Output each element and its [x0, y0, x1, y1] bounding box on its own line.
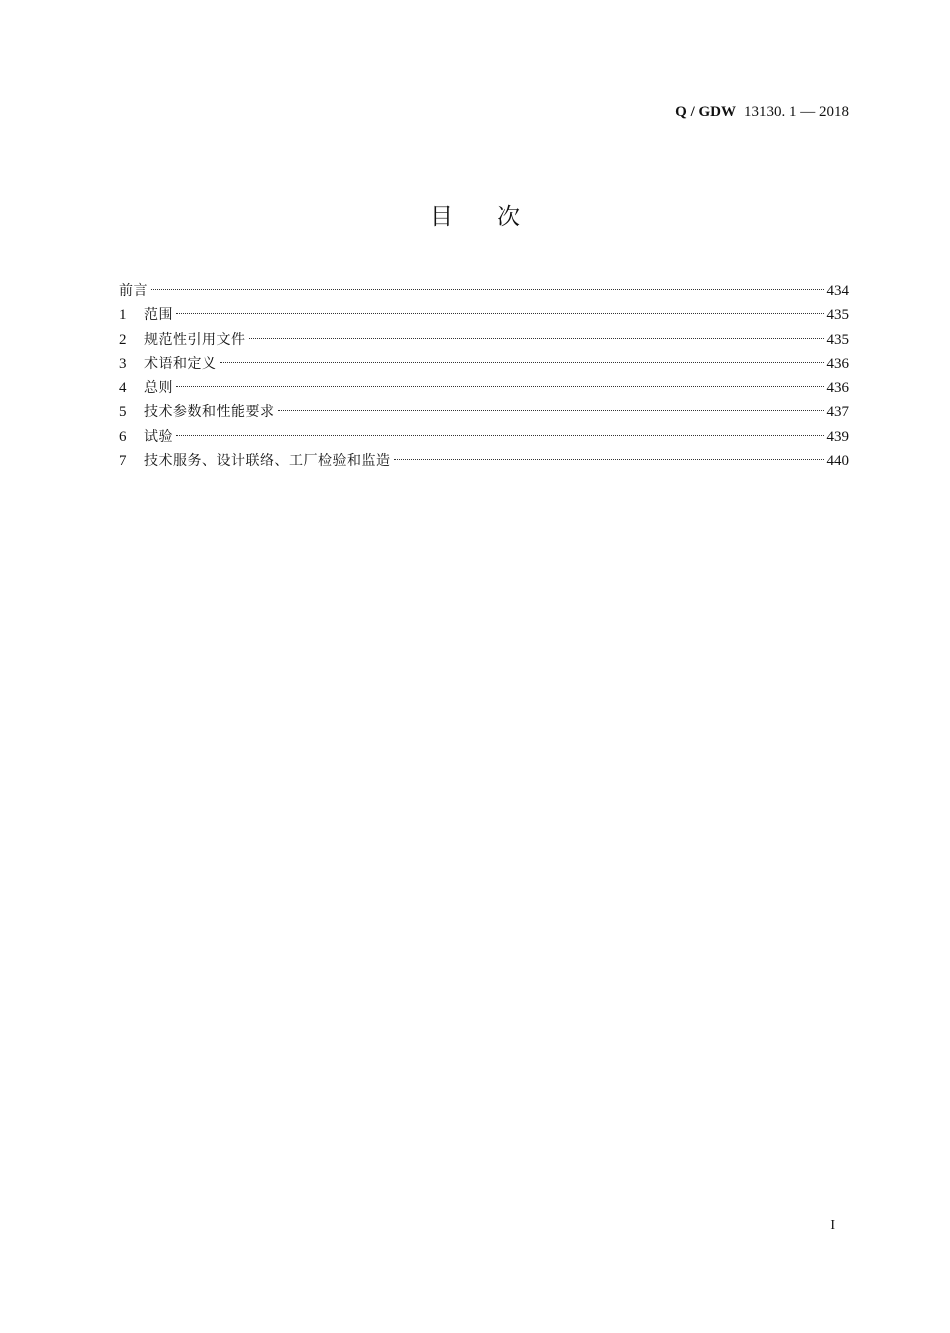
toc-section-number: 7: [119, 453, 127, 470]
toc-label: 术语和定义: [144, 355, 217, 372]
toc-page-number: 437: [826, 404, 849, 421]
toc-section-number: 2: [119, 331, 127, 348]
toc-entry-7[interactable]: [119, 449, 849, 473]
toc-label: 前言: [119, 283, 148, 299]
toc-entry-4[interactable]: [119, 376, 849, 400]
standard-prefix: Q / GDW: [675, 104, 736, 120]
toc-entry-foreword[interactable]: [119, 279, 849, 303]
toc-entry-1[interactable]: [119, 303, 849, 327]
toc-entry-2[interactable]: [119, 328, 849, 352]
toc-entry-5[interactable]: [119, 400, 849, 424]
toc-entry-6[interactable]: [119, 425, 849, 449]
title-char-1: 目: [430, 204, 453, 230]
toc-leader-dots: [176, 435, 824, 436]
standard-number: 13130. 1 — 2018: [744, 104, 849, 120]
toc-leader-dots: [394, 459, 824, 460]
toc-section-number: 4: [119, 380, 127, 397]
toc-leader-dots: [278, 410, 824, 411]
toc-page-number: 436: [826, 355, 849, 372]
standard-code: [675, 102, 849, 122]
toc-section-number: 5: [119, 404, 127, 421]
toc-section-number: 3: [119, 355, 127, 372]
toc-label: 总则: [144, 380, 173, 397]
toc-page-number: 436: [826, 380, 849, 397]
toc-label: 技术服务、设计联络、工厂检验和监造: [144, 453, 391, 470]
page-number-footer: I: [830, 1218, 835, 1233]
toc-page-number: 434: [826, 283, 849, 299]
toc-label: 技术参数和性能要求: [144, 404, 275, 421]
toc-section-number: 6: [119, 428, 127, 445]
toc-entry-3[interactable]: [119, 352, 849, 376]
toc-label: 试验: [144, 428, 173, 445]
toc-leader-dots: [249, 338, 824, 339]
toc-label: 规范性引用文件: [144, 331, 246, 348]
table-of-contents: [119, 279, 849, 473]
toc-leader-dots: [176, 386, 824, 387]
toc-label: 范围: [144, 307, 173, 324]
title-char-2: 次: [497, 204, 520, 230]
toc-leader-dots: [220, 362, 824, 363]
page-title: [0, 200, 950, 234]
toc-leader-dots: [151, 289, 824, 290]
toc-page-number: 440: [826, 453, 849, 470]
toc-page-number: 435: [826, 307, 849, 324]
toc-page-number: 435: [826, 331, 849, 348]
toc-page-number: 439: [826, 428, 849, 445]
toc-section-number: 1: [119, 307, 127, 324]
toc-leader-dots: [176, 313, 824, 314]
